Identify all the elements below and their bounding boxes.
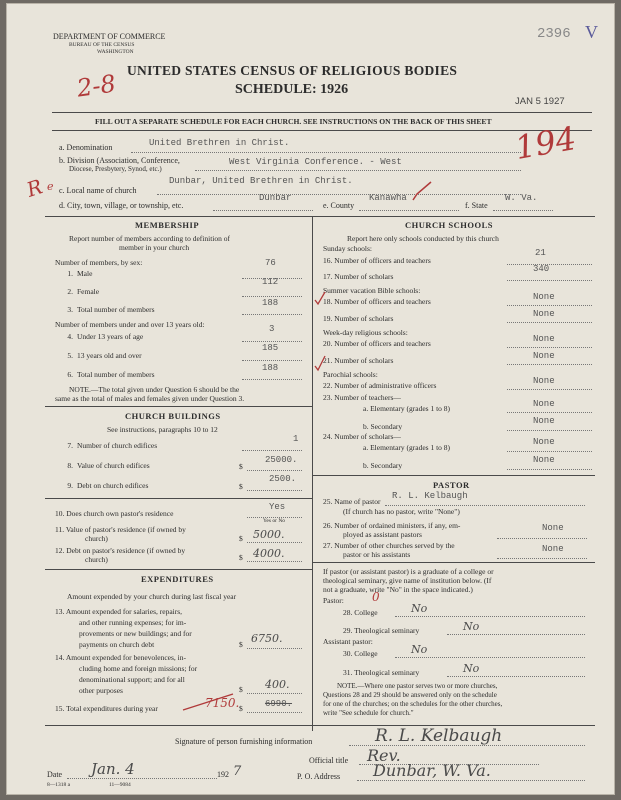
yes-no-hint: Yes or No [263, 518, 286, 524]
q26-label: 26. Number of ordained ministers, if any, em- [323, 521, 461, 530]
q21-label: 21. Number of scholars [323, 356, 394, 365]
q28-value: No [411, 602, 428, 615]
over-13-label: 13 years old and over [77, 351, 142, 360]
pastor-subheading: Pastor: [323, 596, 344, 605]
owns-residence-value: Yes [269, 502, 286, 512]
edifices-value: 1 [293, 434, 299, 444]
denomination-label: a. Denomination [59, 143, 113, 152]
expenditures-intro: Amount expended by your church during last fiscal year [67, 592, 237, 601]
received-stamp-date: JAN 5 1927 [515, 96, 565, 107]
membership-heading: MEMBERSHIP [135, 220, 200, 230]
year-prefix: 192 [217, 770, 229, 779]
q24-label: 24. Number of scholars— [323, 432, 401, 441]
pastor-note: NOTE.—Where one pastor serves two or more churches, [337, 682, 498, 690]
red-handwritten-number: 194 [512, 118, 579, 168]
schools-heading: CHURCH SCHOOLS [405, 220, 493, 230]
q31-label: 31. Theological seminary [343, 668, 420, 677]
q23-label: 23. Number of teachers— [323, 393, 401, 402]
residence-debt-label: 12. Debt on pastor's residence (if owned by [55, 546, 186, 555]
membership-intro: Report number of members according to definition of [69, 234, 230, 243]
city-value: Dunbar [259, 193, 292, 203]
form-number-2: 11—9084 [109, 782, 131, 788]
q29-label: 29. Theological seminary [343, 626, 420, 635]
expenditures-heading: EXPENDITURES [141, 574, 214, 584]
by-sex-label: Number of members, by sex: [55, 258, 143, 267]
bureau-name: BUREAU OF THE CENSUS [69, 42, 135, 48]
division-label-2: Diocese, Presbytery, Synod, etc.) [69, 165, 162, 173]
check-mark-icon [315, 292, 325, 304]
q23b-label: b. Secondary [363, 422, 403, 431]
residence-value-amount: 5000. [253, 528, 285, 541]
county-label: e. County [323, 201, 355, 210]
membership-note: NOTE.—The total given under Question 6 should be the [69, 385, 240, 394]
edifice-debt-amount: 2500. [269, 474, 297, 484]
division-label: b. Division (Association, Conference, [59, 156, 180, 165]
parochial-schools-label: Parochial schools: [323, 370, 378, 379]
denomination-value: United Brethren in Christ. [149, 138, 290, 148]
q16-label: 16. Number of officers and teachers [323, 256, 431, 265]
male-label: Male [77, 269, 93, 278]
q23a-value: None [533, 399, 555, 409]
red-small-mark: e [47, 180, 54, 193]
stamp-number: 2396 [537, 26, 571, 42]
under-13-label: Under 13 years of age [77, 332, 144, 341]
signature-value: R. L. Kelbaugh [375, 726, 503, 746]
over-13-value: 185 [262, 343, 279, 353]
q25-label: 25. Name of pastor [323, 497, 381, 506]
total-members-label: Total number of members [77, 305, 155, 314]
q13-label: 13. Amount expended for salaries, repairs, [55, 607, 183, 616]
pastor-heading: PASTOR [433, 480, 470, 490]
age-intro: Number of members under and over 13 years old: [55, 320, 205, 329]
under-13-value: 3 [269, 324, 275, 334]
schools-intro: Report here only schools conducted by this church [347, 234, 499, 243]
buildings-heading: CHURCH BUILDINGS [125, 411, 221, 421]
local-name-label: c. Local name of church [59, 186, 137, 195]
census-schedule-sheet: DEPARTMENT OF COMMERCE BUREAU OF THE CENSUS WASHINGTON 2396 V UNITED STATES CENSUS OF RELIGIOUS BODIES SCHEDULE: 1926 2-8 JAN 5 1927 FILL OUT A SEPARATE SCHEDULE FOR EACH CHURCH. SEE INSTRUCTIONS ON THE BACK OF THIS SHEET 194 R e a. Denomination United Brethren in Christ. b. Division (Association, Conference, Diocese, Presbytery, Synod, etc.) West Virginia Conference. - West c. Local name of church Dunbar, United Brethren in Christ. d. City, town, village, or township, etc. Dunbar e. County Kanawha f. State W. Va. MEMBERSHIP Report number of members according to definition of member in your church Number of members, by sex: 1. Male 76 2. Female 112 3. Total number of members 188 Number of members under and over 13 years old: 4. Under 13 years of age 3 5. 13 years old and over 185 6. Total number of members 188 NOTE.—The total given under Question 6 should be the same as the total of males and females given under Question 3. CHURCH BUILDINGS See instructions, paragraphs 10 to 12 7. Number of church edifices 1 8. Value of church edifices $ 25000. 9. Debt on church edifices $ 2500. 10. Does church own pastor's residence Yes Yes or No 11. Value of pastor's residence (if owned by church) $ 5000. 12. Debt on pastor's residence (if owned by church) $ 4000. EXPENDITURES Amount expended by your church during last fiscal year 13. Amount expended for salaries, repairs, and other running expenses; for im- provements or new buildings; and for payments on church debt $ 6750. 14. Amount expended for benevolences, in- cluding home and foreign missions; for denominational support; and for all other purposes $ 400. 15. Total expenditures during year $ 7150. 6990. CHURCH SCHOOLS Report here only schools conducted by this church Sunday schools: 16. Number of officers and teachers 21 17. Number of scholars 340 Summer vacation Bible schools: 18. Number of officers and teachers None 19. Number of scholars None Week-day religious schools: 20. Number of officers and teachers None 21. Number of scholars None Parochial schools: 22. Number of administrative officers None 23. Number of teachers— a. Elementary (grades 1 to 8) None b. Secondary None 24. Number of scholars— a. Elementary (grades 1 to 8) None b. Secondary None PASTOR 25. Name of pastor R. L. Kelbaugh (If church has no pastor, write "None") 26. Number of ordained ministers, if any, em- ployed as assistant pastors None 27. Number of other churches served by the pastor or his assistants None If pastor (or assistant pastor) is a graduate of a college or theological seminary, give name of institution below. (If not a graduate, write "No" in the space indicated.) Pastor: 0 28. College No 29. Theological seminary No Assistant pastor: 30. College No 31. Theological seminary No NOTE.—Where one pastor serves two or more churches, Questions 28 and 29 should be answered only on the schedule for one of the churches; on the schedules for the other churches, write "See schedule for church." Signature of person furnishing information R. L. Kelbaugh Official title Rev. Date Jan. 4 192 7 P. O. Address Dunbar, W. Va. 8—1318 a 11—9084 [7, 4, 614, 794]
edifice-value-amount: 25000. [265, 455, 298, 465]
residence-value-label: 11. Value of pastor's residence (if owned by [55, 525, 186, 534]
q25-value: R. L. Kelbaugh [392, 491, 468, 501]
q24a-value: None [533, 437, 555, 447]
city-name: WASHINGTON [97, 49, 134, 55]
red-check-marks [7, 4, 614, 794]
strike-stroke-icon [183, 694, 233, 710]
buildings-sub: See instructions, paragraphs 10 to 12 [107, 425, 218, 434]
q19-value: None [533, 309, 555, 319]
signature-label: Signature of person furnishing information [175, 737, 313, 746]
owns-residence-label: 10. Does church own pastor's residence [55, 509, 174, 518]
female-value: 112 [262, 277, 279, 287]
q15-label: 15. Total expenditures during year [55, 704, 158, 713]
date-value: Jan. 4 [91, 760, 135, 778]
summer-schools-label: Summer vacation Bible schools: [323, 286, 421, 295]
membership-intro-2: member in your church [119, 243, 190, 252]
sunday-schools-label: Sunday schools: [323, 244, 372, 253]
q31-value: No [463, 662, 480, 675]
q15-value: 7150. [205, 696, 240, 710]
total-members-2-value: 188 [262, 363, 279, 373]
local-name-value: Dunbar, United Brethren in Christ. [169, 176, 353, 186]
total-members-2-label: Total number of members [77, 370, 155, 379]
q21-value: None [533, 351, 555, 361]
red-margin-mark: R [23, 174, 46, 202]
q25-hint: (If church has no pastor, write "None") [343, 507, 460, 516]
address-value: Dunbar, W. Va. [373, 761, 491, 780]
q29-value: No [463, 620, 480, 633]
city-label: d. City, town, village, or township, etc. [59, 201, 184, 210]
q30-value: No [411, 643, 428, 656]
weekday-schools-label: Week-day religious schools: [323, 328, 408, 337]
graduate-instructions: If pastor (or assistant pastor) is a graduate of a college or [323, 567, 494, 576]
state-value: W. Va. [505, 193, 538, 203]
check-mark-icon [315, 356, 325, 370]
q30-label: 30. College [343, 649, 378, 658]
q18-label: 18. Number of officers and teachers [323, 297, 431, 306]
q24b-value: None [533, 455, 555, 465]
official-title-label: Official title [309, 756, 349, 765]
q22-value: None [533, 376, 555, 386]
edifice-value-label: Value of church edifices [77, 461, 150, 470]
q28-label: 28. College [343, 608, 378, 617]
q17-value: 340 [533, 264, 550, 274]
q23a-label: a. Elementary (grades 1 to 8) [363, 404, 451, 413]
q14-label: 14. Amount expended for benevolences, in- [55, 653, 187, 662]
q13-value: 6750. [251, 632, 283, 645]
q23b-value: None [533, 416, 555, 426]
address-label: P. O. Address [297, 772, 341, 781]
form-title: UNITED STATES CENSUS OF RELIGIOUS BODIES [127, 63, 458, 78]
q15-struck-value: 6990. [265, 699, 293, 709]
total-members-value: 188 [262, 298, 279, 308]
dept-name: DEPARTMENT OF COMMERCE [53, 32, 166, 41]
year-digit: 7 [233, 764, 242, 779]
division-value: West Virginia Conference. - West [229, 157, 402, 167]
q22-label: 22. Number of administrative officers [323, 381, 437, 390]
edifices-label: Number of church edifices [77, 441, 158, 450]
membership-note-2: same as the total of males and females given under Question 3. [55, 394, 245, 403]
q16-value: 21 [535, 248, 546, 258]
female-label: Female [77, 287, 100, 296]
q27-value: None [542, 544, 564, 554]
q19-label: 19. Number of scholars [323, 314, 394, 323]
county-value: Kanawha [369, 193, 407, 203]
instruction-line: FILL OUT A SEPARATE SCHEDULE FOR EACH CHURCH. SEE INSTRUCTIONS ON THE BACK OF THIS SHEET [95, 117, 492, 126]
residence-debt-amount: 4000. [253, 547, 285, 560]
check-mark-icon [413, 182, 431, 200]
schedule-title: SCHEDULE: 1926 [235, 82, 349, 97]
q26-value: None [542, 523, 564, 533]
male-value: 76 [265, 258, 276, 268]
q20-label: 20. Number of officers and teachers [323, 339, 431, 348]
check-mark-v: V [585, 22, 598, 42]
q18-value: None [533, 292, 555, 302]
official-title-value: Rev. [367, 746, 401, 765]
red-handwritten-note: 2-8 [75, 69, 118, 103]
q27-label: 27. Number of other churches served by the [323, 541, 455, 550]
red-zero-mark: 0 [372, 590, 380, 604]
q20-value: None [533, 334, 555, 344]
state-label: f. State [465, 201, 488, 210]
assistant-subheading: Assistant pastor: [323, 637, 373, 646]
edifice-debt-label: Debt on church edifices [77, 481, 149, 490]
q17-label: 17. Number of scholars [323, 272, 394, 281]
q24b-label: b. Secondary [363, 461, 403, 470]
q24a-label: a. Elementary (grades 1 to 8) [363, 443, 451, 452]
q14-value: 400. [265, 678, 290, 691]
date-label: Date [47, 770, 63, 779]
form-number: 8—1318 a [47, 782, 71, 788]
